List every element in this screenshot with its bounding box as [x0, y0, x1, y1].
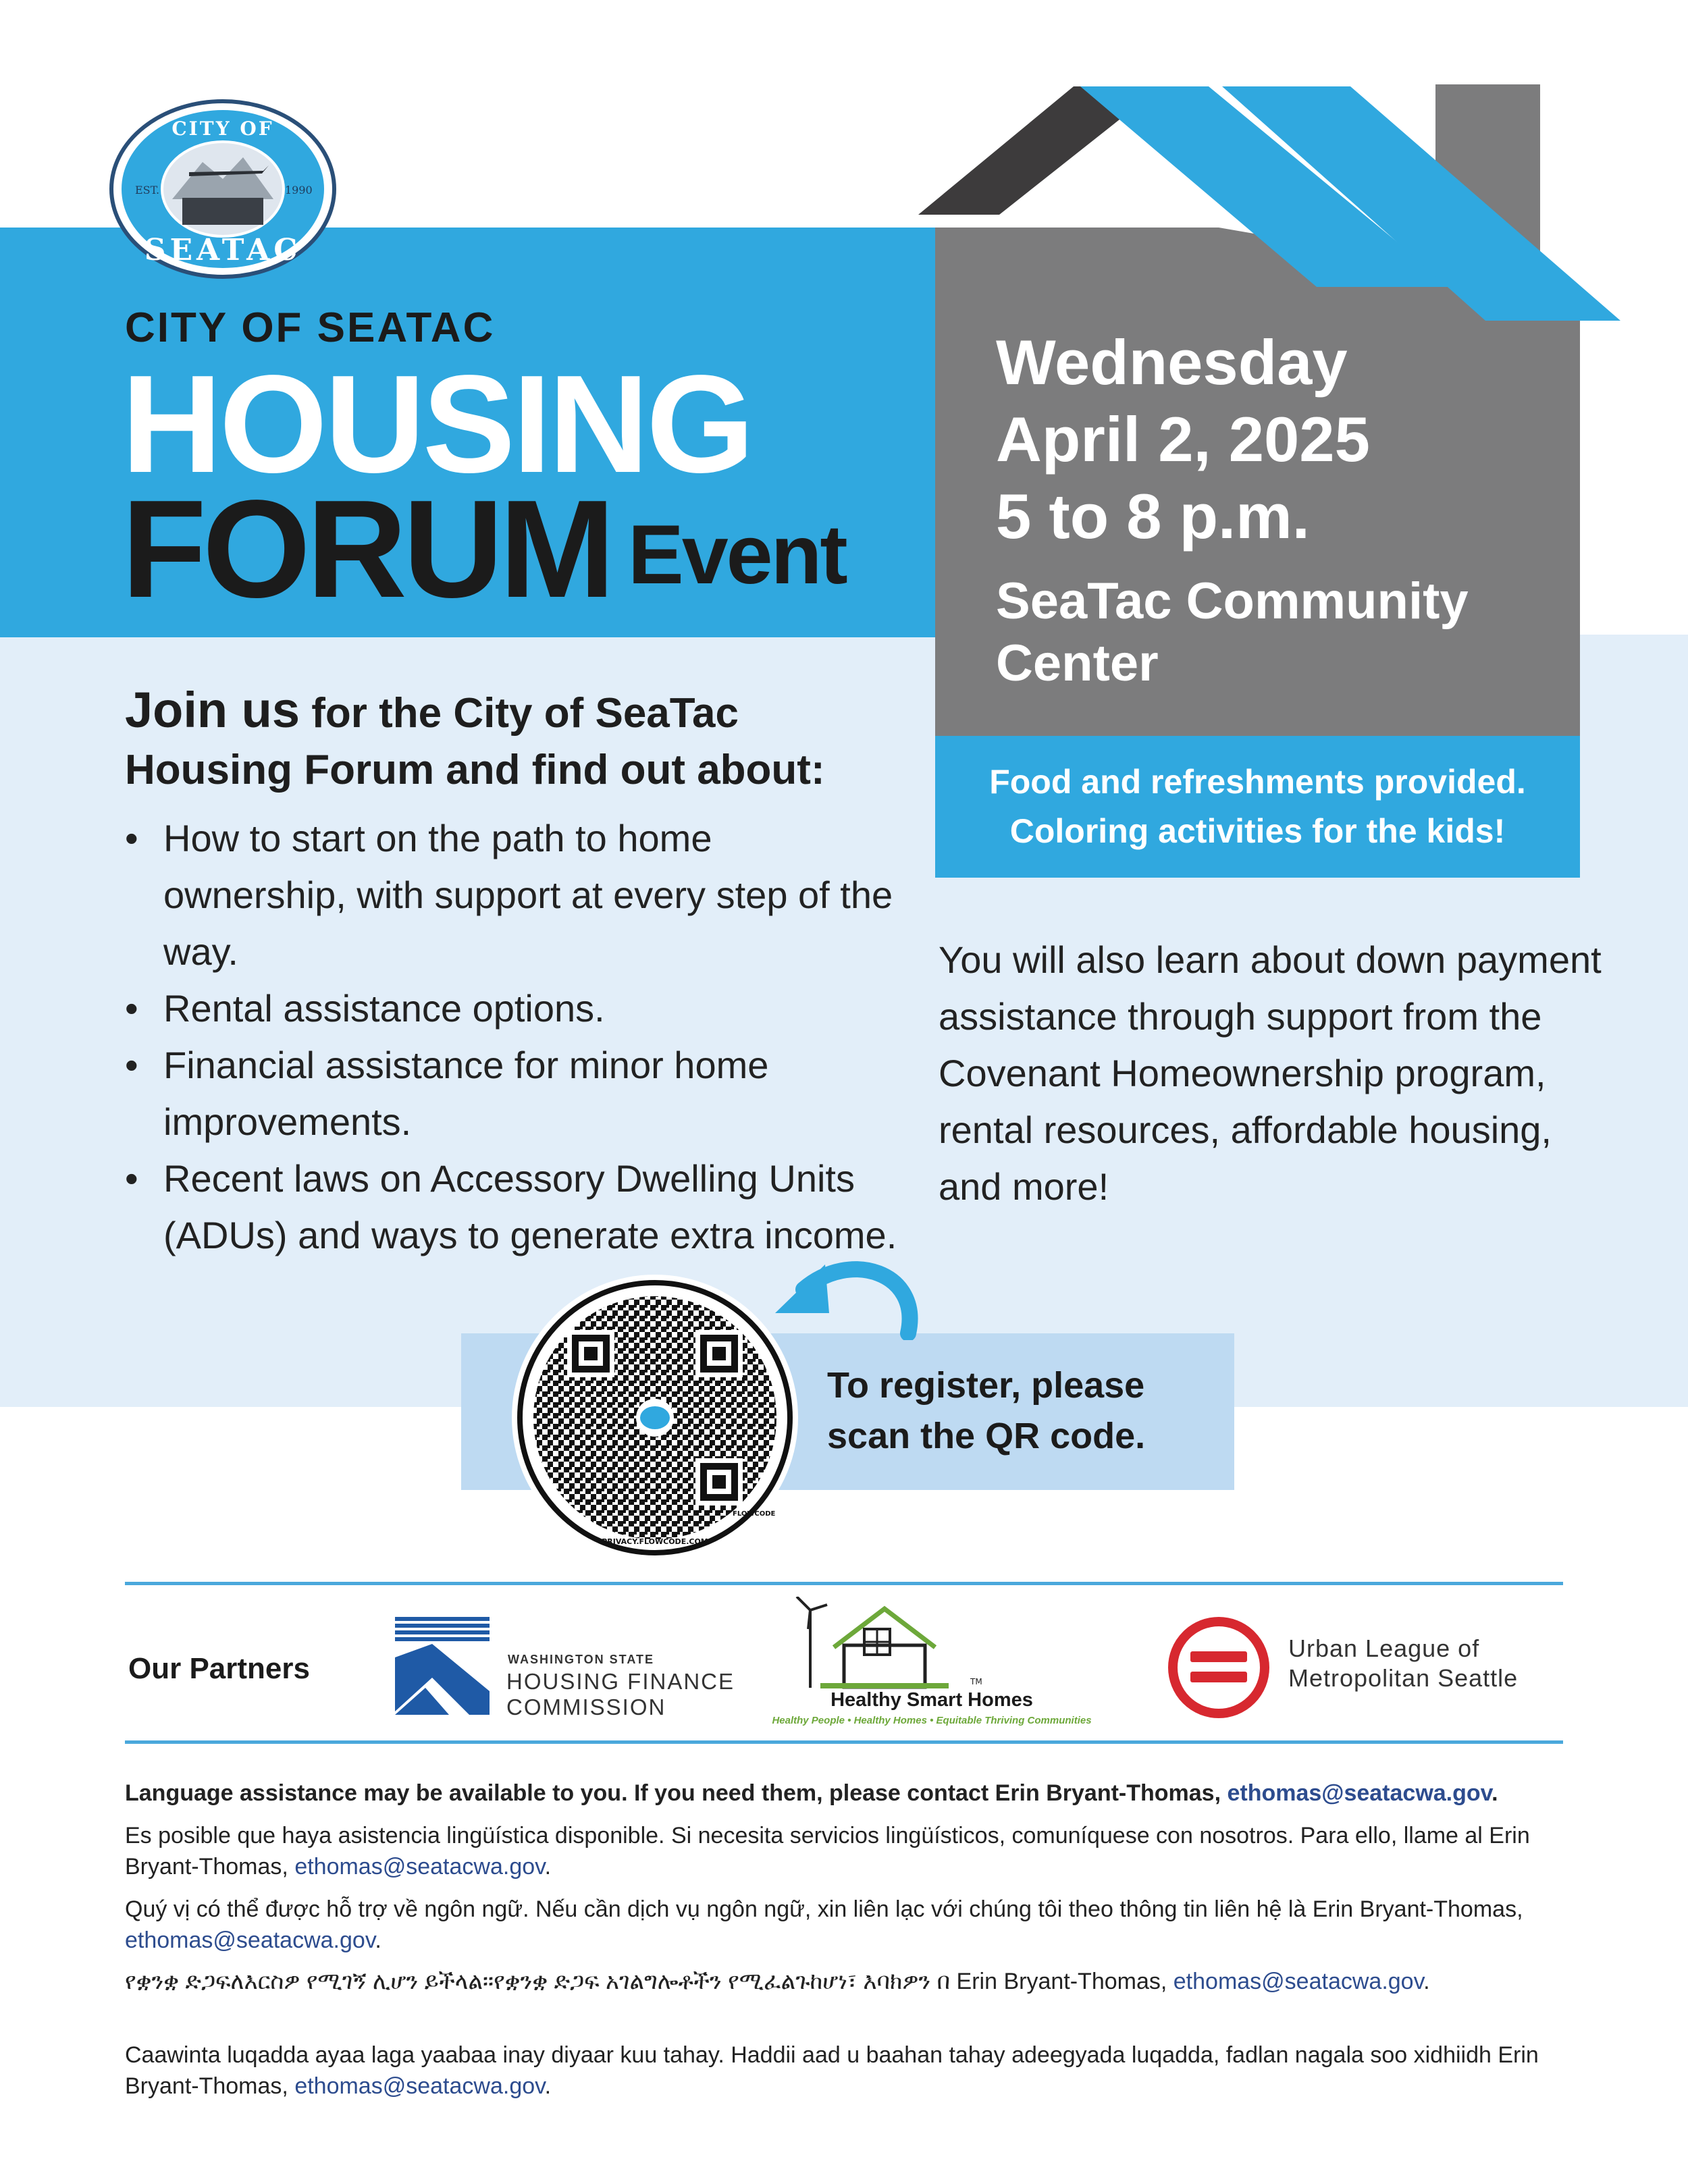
partners-bottom-divider — [125, 1740, 1563, 1744]
hsh-tm: TM — [970, 1677, 982, 1686]
logo-est-right: 1990 — [285, 184, 313, 196]
hsh-name: Healthy Smart Homes — [830, 1689, 1033, 1711]
title-housing: HOUSING — [122, 346, 752, 502]
email-link[interactable]: ethomas@seatacwa.gov — [294, 2073, 545, 2099]
event-date: April 2, 2025 — [996, 404, 1370, 475]
register-text — [827, 1360, 1145, 1462]
title-event: Event — [628, 508, 846, 602]
email-link[interactable]: ethomas@seatacwa.gov — [294, 1854, 545, 1880]
topic-list — [125, 810, 901, 1264]
title-forum: FORUM — [122, 471, 612, 627]
intro-rest: for the City of SeaTac Housing Forum and find out about: — [125, 690, 825, 793]
email-link[interactable]: ethomas@seatacwa.gov — [125, 1927, 375, 1953]
logo-top-text: CITY OF — [172, 117, 274, 140]
lang-vi-text: Quý vị có thể được hỗ trợ về ngôn ngữ. Nếu cần dịch vụ ngôn ngữ, xin liên lạc với chúng tôi theo thông tin liên hệ là Erin Bryant-Thomas, — [125, 1896, 1523, 1922]
lang-es-text: Es posible que haya asistencia lingüística disponible. Si necesita servicios lingüísticos, comuníquese con nosotros. Para ello, llame al Erin Bryant-Thomas, — [125, 1823, 1530, 1880]
lang-am-text: የቋንቋ ድጋፍለእርስዎ የሚገኝ ሊሆን ይችላል፡፡የቋንቋ ድጋፍ አገልግሎቶችን የሚፈልጉከሆነ፣ እባክዎን በ Erin Bryant-Thomas, — [125, 1969, 1173, 1994]
hfc-logo-icon — [395, 1617, 490, 1715]
language-assistance-vi: Quý vị có thể được hỗ trợ về ngôn ngữ. Nếu cần dịch vụ ngôn ngữ, xin liên lạc với chúng tôi theo thông tin liên hệ là Erin Bryant-Thomas, ethomas@seatacwa.gov. — [125, 1896, 1523, 1953]
qr-finder-top-left — [567, 1330, 614, 1377]
language-assistance-am: የቋንቋ ድጋፍለእርስዎ የሚገኝ ሊሆን ይችላል፡፡የቋንቋ ድጋፍ አገልግሎቶችን የሚፈልጉከሆነ፣ እባክዎን በ Erin Bryant-Thomas, ethomas@seatacwa.gov. — [125, 1969, 1430, 1994]
register-line-1: To register, please — [827, 1365, 1145, 1406]
intro-text — [125, 682, 901, 799]
city-label: CITY OF SEATAC — [125, 304, 496, 351]
email-link[interactable]: ethomas@seatacwa.gov — [1173, 1969, 1424, 1994]
qr-bottom-text: PRIVACY.FLOWCODE.COM — [602, 1537, 708, 1546]
event-day: Wednesday — [996, 327, 1348, 398]
topic-item: • Recent laws on Accessory Dwelling Units (ADUs) and ways to generate extra income. — [125, 1150, 901, 1264]
hsh-tagline: Healthy People • Healthy Homes • Equitable Thriving Communities — [772, 1715, 1092, 1726]
hfc-small-text: WASHINGTON STATE — [508, 1653, 655, 1666]
ul-line-2: Metropolitan Seattle — [1288, 1664, 1519, 1692]
urban-league-logo-icon — [1165, 1614, 1273, 1722]
partners-label: Our Partners — [128, 1652, 310, 1685]
event-date-block — [996, 324, 1370, 555]
register-line-2: scan the QR code. — [827, 1416, 1146, 1456]
logo-bottom-text: SEATAC — [144, 233, 302, 267]
lang-so-text: Caawinta luqadda ayaa laga yaabaa inay diyaar kuu tahay. Haddii aad u baahan tahay adeegyada luqadda, fadlan nagala soo xidhiidh Erin Bryant-Thomas, — [125, 2042, 1539, 2099]
learn-more-text: You will also learn about down payment assistance through support from the Covenant Homeownership program, rental resources, affordable housing, and more! — [939, 938, 1602, 1208]
qr-finder-bottom-right — [695, 1458, 743, 1506]
email-link[interactable]: ethomas@seatacwa.gov — [1227, 1780, 1492, 1806]
language-assistance-en: Language assistance may be available to you. If you need them, please contact Erin Bryant-Thomas, ethomas@seatacwa.gov. — [125, 1780, 1498, 1806]
lang-en-text: Language assistance may be available to you. If you need them, please contact Erin Bryant-Thomas, — [125, 1780, 1228, 1806]
logo-est-left: EST. — [135, 184, 160, 196]
topic-item: • Financial assistance for minor home improvements. — [125, 1037, 901, 1150]
food-line-1: Food and refreshments provided. — [989, 763, 1526, 801]
ul-line-1: Urban League of — [1288, 1634, 1480, 1662]
partners-top-divider — [125, 1582, 1563, 1585]
language-assistance-es: Es posible que haya asistencia lingüística disponible. Si necesita servicios lingüísticos, comuníquese con nosotros. Para ello, llame al Erin Bryant-Thomas, ethomas@seatacwa.gov. — [125, 1823, 1530, 1880]
food-notice — [935, 736, 1580, 878]
event-time: 5 to 8 p.m. — [996, 481, 1310, 552]
qr-code[interactable] — [510, 1273, 800, 1563]
language-assistance-so: Caawinta luqadda ayaa laga yaabaa inay diyaar kuu tahay. Haddii aad u baahan tahay adeegyada luqadda, fadlan nagala soo xidhiidh Erin Bryant-Thomas, ethomas@seatacwa.gov. — [125, 2042, 1539, 2099]
hfc-line-1: HOUSING FINANCE — [506, 1669, 735, 1694]
qr-finder-top-right — [695, 1330, 743, 1377]
intro-lead: Join us — [125, 682, 300, 738]
urban-league-name — [1288, 1634, 1518, 1693]
event-venue: SeaTac Community Center — [996, 572, 1469, 692]
healthy-smart-homes-logo-icon — [760, 1597, 1030, 1691]
qr-brand-text: FLOWCODE — [733, 1510, 776, 1518]
food-line-2: Coloring activities for the kids! — [1009, 812, 1506, 850]
seatac-logo — [108, 98, 338, 280]
hfc-name — [506, 1669, 735, 1720]
topic-item: • How to start on the path to home ownership, with support at every step of the way. — [125, 810, 901, 980]
hfc-line-2: COMMISSION — [506, 1695, 666, 1720]
topic-item: • Rental assistance options. — [125, 980, 901, 1037]
